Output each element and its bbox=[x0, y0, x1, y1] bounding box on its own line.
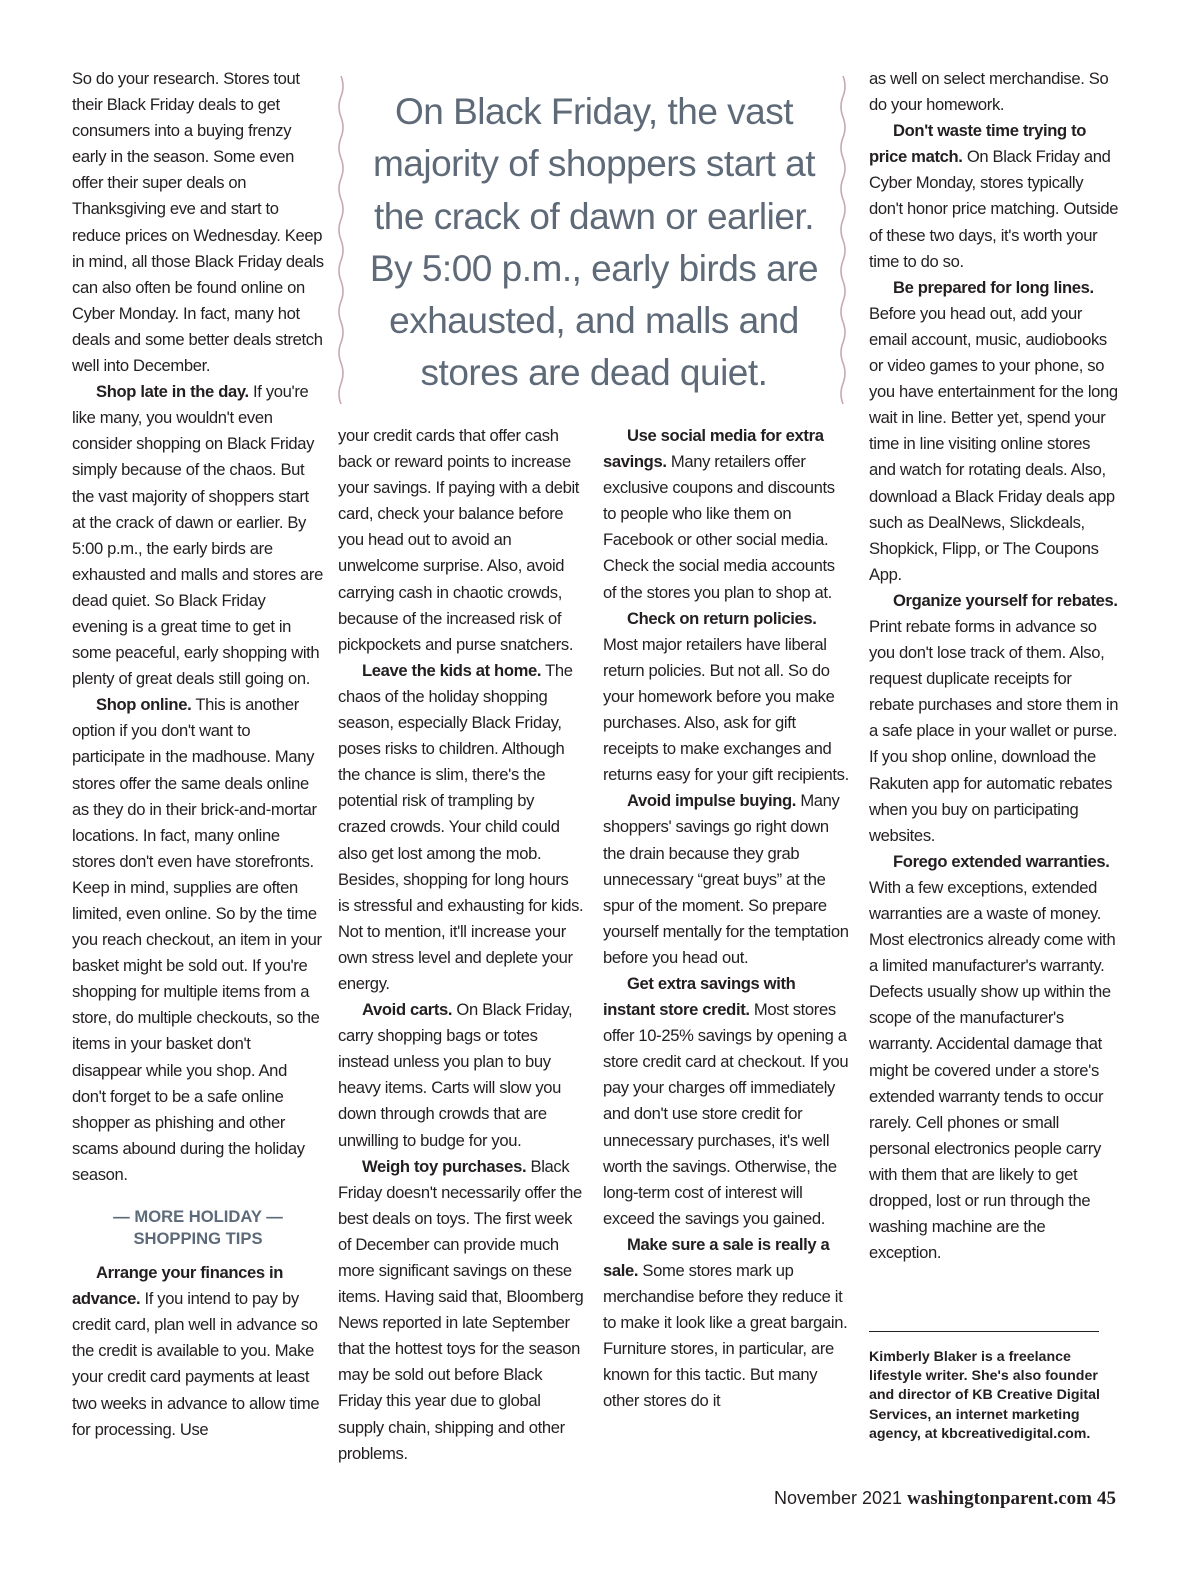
page-number: 45 bbox=[1097, 1488, 1116, 1509]
section-subhead bbox=[72, 1206, 324, 1250]
tip-body: The chaos of the holiday shopping season, especially Black Friday, poses risks to children. Although the chance is slim, there's the potential risk of trampling by crazed crowds. Your child could also get lost among the mob. Besides, shopping for long hours is stressful and exhausting for kids. Not to mention, it'll increase your own stress level and deplete your energy. bbox=[338, 660, 584, 993]
squiggle-line bbox=[339, 76, 343, 404]
tip-body: Print rebate forms in advance so you don't lose track of them. Also, request duplicate receipts for rebate purchases and store them in a safe place in your wallet or purse. If you shop online, download the Rakuten app for automatic rebates when you buy on participating websites. bbox=[869, 616, 1119, 845]
paragraph-real-sale bbox=[603, 1232, 849, 1415]
tip-body: Many retailers offer exclusive coupons and discounts to people who like them on Facebook or other social media. Check the social media accounts of the stores you plan to shop at. bbox=[603, 452, 835, 602]
bio-divider bbox=[869, 1331, 1099, 1332]
paragraph-rebates bbox=[869, 588, 1119, 849]
author-bio: Kimberly Blaker is a freelance lifestyle writer. She's also founder and director of KB Creative Digital Services, an internet marketing agency, at kbcreativedigital.com. bbox=[869, 1349, 1100, 1442]
pull-quote: On Black Friday, the vast majority of shoppers start at the crack of dawn or earlier. By 5:00 p.m., early birds are exhausted, and malls and stores are dead quiet. bbox=[369, 91, 819, 394]
tip-body: If you intend to pay by credit card, plan well in advance so the credit is available to you. Make your credit card payments at least two weeks in advance to allow time for processing. Use bbox=[72, 1289, 320, 1439]
paragraph-impulse-buying bbox=[603, 788, 849, 971]
paragraph-avoid-carts bbox=[338, 997, 584, 1154]
paragraph-shop-late bbox=[72, 379, 324, 692]
tip-heading: Arrange your finances in advance. bbox=[72, 1263, 284, 1309]
subhead-line: — MORE HOLIDAY — bbox=[113, 1207, 283, 1227]
paragraph-shop-online bbox=[72, 692, 324, 1188]
paragraph-return-policies bbox=[603, 606, 849, 789]
paragraph-toy-purchases bbox=[338, 1154, 584, 1467]
paragraph-price-match bbox=[869, 118, 1119, 275]
paragraph-store-credit bbox=[603, 971, 849, 1232]
tip-body: Most major retailers have liberal return policies. But not all. So do your homework before you make purchases. Also, ask for gift receipts to make exchanges and returns easy for your gift recipients. bbox=[603, 634, 849, 785]
tip-heading: Get extra savings with instant store credit. bbox=[603, 973, 796, 1020]
tip-heading: Avoid impulse buying. bbox=[627, 791, 797, 811]
tip-heading: Weigh toy purchases. bbox=[362, 1156, 527, 1176]
tip-body: If you're like many, you wouldn't even consider shopping on Black Friday simply because of the chaos. But the vast majority of shoppers start at the crack of dawn or earlier. By 5:00 p.m., the early birds are exhausted and malls and stores are dead quiet. So Black Friday evening is a great time to get in some peaceful, early shopping with plenty of great deals still going on. bbox=[72, 382, 323, 689]
tip-body: Many shoppers' savings go right down the drain because they grab unnecessary “great buys” at the spur of the moment. So prepare yourself mentally for the temptation before you head out. bbox=[603, 791, 849, 967]
tip-heading: Shop late in the day. bbox=[96, 382, 249, 402]
article-column-3 bbox=[603, 423, 849, 1415]
tip-body: On Black Friday, carry shopping bags or totes instead unless you plan to buy heavy items. Carts will slow you down through crowds that are unwilling to budge for you. bbox=[338, 1000, 573, 1150]
pullquote-left-border bbox=[334, 76, 348, 404]
tip-body: On Black Friday and Cyber Monday, stores typically don't honor price matching. Outside of these two days, it's worth your time to do so. bbox=[869, 147, 1119, 271]
tip-heading: Don't waste time trying to price match. bbox=[869, 121, 1087, 167]
tip-body: This is another option if you don't want to participate in the madhouse. Many stores offer the same deals online as they do in their brick-and-mortar locations. In fact, many online stores don't even have storefronts. Keep in mind, supplies are often limited, even online. So by the time you reach checkout, an item in your basket might be sold out. If you're shopping for multiple items from a store, do multiple checkouts, so the items in your basket don't disappear while you shop. And don't forget to be a safe online shopper as phishing and other scams abound during the holiday season. bbox=[72, 695, 322, 1184]
footer-date: November 2021 bbox=[773, 1488, 903, 1508]
tip-heading: Make sure a sale is really a sale. bbox=[603, 1234, 830, 1280]
pullquote-right-border bbox=[836, 76, 850, 404]
tip-heading: Be prepared for long lines. bbox=[893, 277, 1094, 297]
paragraph-homework: as well on select merchandise. So do your homework. bbox=[869, 69, 1109, 115]
article-column-2 bbox=[338, 423, 584, 1467]
tip-heading: Check on return policies. bbox=[627, 608, 817, 628]
paragraph-credit-cards: your credit cards that offer cash back or reward points to increase your savings. If paying with a debit card, check your balance before you head out to avoid an unwelcome surprise. Also, avoid carrying cash in chaotic crowds, because of the increased risk of pickpockets and purse snatchers. bbox=[338, 426, 580, 654]
paragraph-research: So do your research. Stores tout their Black Friday deals to get consumers into a buying frenzy early in the season. Some even offer their super deals on Thanksgiving eve and start to reduce prices on Wednesday. Keep in mind, all those Black Friday deals can also often be found online on Cyber Monday. In fact, many hot deals and some better deals stretch well into December. bbox=[72, 69, 324, 376]
footer-site: washingtonparent.com bbox=[907, 1488, 1092, 1509]
tip-body: Some stores mark up merchandise before they reduce it to make it look like a great bargain. Furniture stores, in particular, are known for this tactic. But many other stores do it bbox=[603, 1261, 848, 1411]
tip-heading: Shop online. bbox=[96, 695, 192, 715]
tip-heading: Organize yourself for rebates. bbox=[893, 590, 1118, 610]
article-column-4 bbox=[869, 66, 1119, 1266]
tip-body: With a few exceptions, extended warranties are a waste of money. Most electronics already come with a limited manufacturer's warranty. Defects usually show up within the scope of the manufacturer's warranty. Accidental damage that might be covered under a store's extended warranty tends to occur rarely. Cell phones or small personal electronics people carry with them that are likely to get dropped, lost or run through the washing machine are the exception. bbox=[869, 877, 1116, 1263]
article-column-1 bbox=[72, 66, 324, 1443]
tip-heading: Leave the kids at home. bbox=[362, 660, 542, 680]
paragraph-social-media bbox=[603, 423, 849, 606]
paragraph-warranties bbox=[869, 849, 1119, 1267]
page-footer bbox=[774, 1488, 1116, 1510]
squiggle-line bbox=[841, 76, 845, 404]
tip-heading: Forego extended warranties. bbox=[893, 851, 1110, 871]
paragraph-finances bbox=[72, 1260, 324, 1443]
subhead-line: SHOPPING TIPS bbox=[133, 1229, 263, 1249]
tip-heading: Avoid carts. bbox=[362, 1000, 453, 1020]
tip-body: Before you head out, add your email account, music, audiobooks or video games to your phone, so you have entertainment for the long wait in line. Better yet, spend your time in line visiting online stores and watch for rotating deals. Also, download a Black Friday deals app such as DealNews, Slickdeals, Shopkick, Flipp, or The Coupons App. bbox=[869, 303, 1118, 584]
paragraph-leave-kids bbox=[338, 658, 584, 997]
tip-heading: Use social media for extra savings. bbox=[603, 426, 824, 472]
paragraph-long-lines bbox=[869, 275, 1119, 588]
tip-body: Black Friday doesn't necessarily offer the best deals on toys. The first week of December can provide much more significant savings on these items. Having said that, Bloomberg News reported in late September that the hottest toys for the season may be sold out before Black Friday this year due to global supply chain, shipping and other problems. bbox=[338, 1156, 584, 1463]
tip-body: Most stores offer 10-25% savings by opening a store credit card at checkout. If you pay your charges off immediately and don't use store credit for unnecessary purchases, it's well worth the savings. Otherwise, the long-term cost of interest will exceed the savings you gained. bbox=[603, 1000, 849, 1228]
